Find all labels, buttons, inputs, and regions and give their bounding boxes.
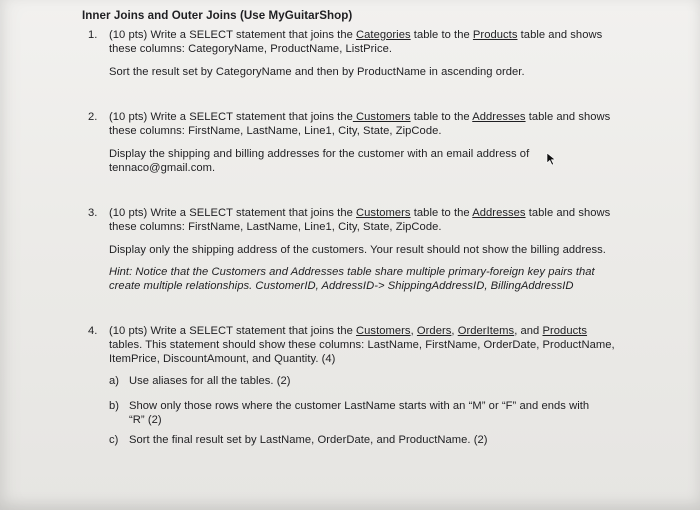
q2-line-4: tennaco@gmail.com. [109, 162, 216, 174]
q3-number: 3. [88, 207, 98, 219]
q4c-text: Sort the final result set by LastName, OrderDate, and ProductName. (2) [129, 434, 488, 446]
q4-line-2: tables. This statement should show these columns: LastName, FirstName, OrderDate, ProductName, [109, 339, 615, 351]
q4a-text: Use aliases for all the tables. (2) [129, 375, 291, 387]
q4-customers-table: Customers [356, 325, 411, 337]
q1-line-3: Sort the result set by CategoryName and then by ProductName in ascending order. [109, 66, 525, 78]
mouse-pointer-icon [546, 152, 558, 166]
q1-categories-table: Categories [356, 29, 411, 41]
q4b-label: b) [109, 400, 119, 412]
q4-products-table: Products [542, 325, 588, 337]
q2-line-1: (10 pts) Write a SELECT statement that joins the Customers table to the Addresses table and shows [109, 111, 611, 123]
q3-hint-line-1: Hint: Notice that the Customers and Addresses table share multiple primary-foreign key pairs that [109, 266, 595, 278]
q2-line-3: Display the shipping and billing addresses for the customer with an email address of [109, 148, 530, 160]
q1-line-2: these columns: CategoryName, ProductName, ListPrice. [109, 43, 393, 55]
q3-line-1: (10 pts) Write a SELECT statement that joins the Customers table to the Addresses table and shows [109, 207, 611, 219]
q4-number: 4. [88, 325, 98, 337]
q2-customers-table: Customers [352, 111, 411, 123]
q3-line-3: Display only the shipping address of the customers. Your result should not show the billing address. [109, 244, 606, 256]
q2-addresses-table: Addresses [472, 111, 526, 123]
q3-customers-table: Customers [356, 207, 411, 219]
q4b-text-1: Show only those rows where the customer LastName starts with an “M” or “F” and ends with [129, 400, 590, 412]
page-title: Inner Joins and Outer Joins (Use MyGuitarShop) [82, 9, 353, 22]
q4c-label: c) [109, 434, 119, 446]
q4-line-3: ItemPrice, DiscountAmount, and Quantity. (4) [109, 353, 336, 365]
q3-addresses-table: Addresses [472, 207, 526, 219]
q2-number: 2. [88, 111, 98, 123]
q1-number: 1. [88, 29, 98, 41]
q1-line-1: (10 pts) Write a SELECT statement that joins the Categories table to the Products table and shows [109, 29, 603, 41]
q4-orderitems-table: OrderItems [457, 325, 515, 337]
q4b-text-2: “R” (2) [129, 414, 162, 426]
q3-hint-line-2: create multiple relationships. CustomerID, AddressID-> ShippingAddressID, BillingAddressID [109, 280, 574, 292]
q2-line-2: these columns: FirstName, LastName, Line1, City, State, ZipCode. [109, 125, 442, 137]
q4a-label: a) [109, 375, 119, 387]
q4-line-1: (10 pts) Write a SELECT statement that joins the Customers, Orders, OrderItems, and Products [109, 325, 588, 337]
q3-line-2: these columns: FirstName, LastName, Line1, City, State, ZipCode. [109, 221, 442, 233]
q4-orders-table: Orders [416, 325, 452, 337]
q1-products-table: Products [472, 29, 518, 41]
